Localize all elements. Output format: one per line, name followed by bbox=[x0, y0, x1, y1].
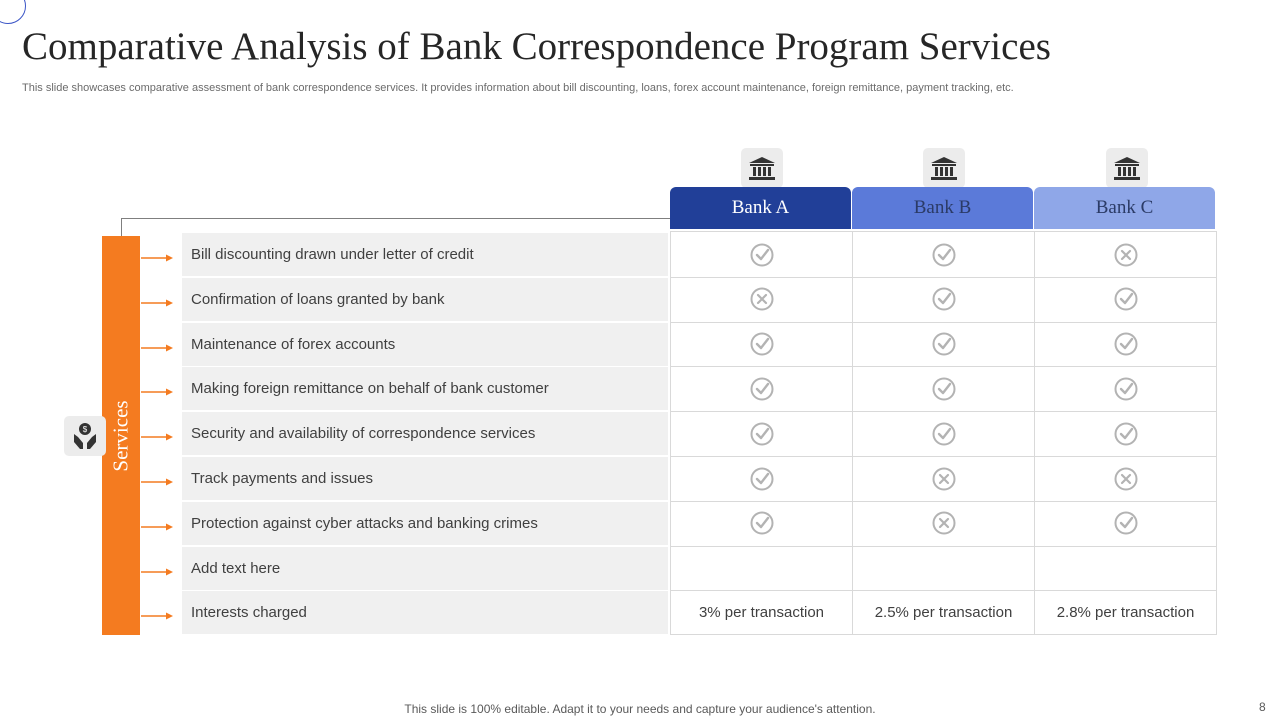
check-icon bbox=[671, 412, 852, 455]
empty-cell bbox=[671, 547, 852, 590]
check-icon bbox=[671, 502, 852, 545]
bank-icon bbox=[741, 148, 783, 188]
check-icon bbox=[1035, 323, 1216, 366]
check-icon bbox=[1035, 367, 1216, 410]
bank-icon bbox=[1106, 148, 1148, 188]
service-label-text: Track payments and issues bbox=[191, 470, 374, 487]
service-label-text: Add text here bbox=[191, 559, 281, 577]
service-row-label bbox=[182, 502, 668, 545]
service-label-text: Security and availability of correspondence services bbox=[191, 425, 536, 443]
check-icon bbox=[671, 323, 852, 366]
empty-cell bbox=[1035, 547, 1216, 590]
service-row-label bbox=[182, 278, 668, 321]
bank-icon bbox=[923, 148, 965, 188]
service-row-label bbox=[182, 367, 668, 410]
corner-decoration bbox=[0, 0, 26, 24]
check-icon bbox=[1035, 412, 1216, 455]
service-row-label bbox=[182, 412, 668, 455]
check-icon bbox=[671, 457, 852, 500]
interest-value: 3% per transaction bbox=[698, 604, 825, 622]
interest-value: 2.5% per transaction bbox=[874, 604, 1013, 622]
check-icon bbox=[853, 278, 1034, 321]
service-label-text: Making foreign remittance on behalf of bank customer bbox=[191, 380, 549, 398]
interest-value: 2.8% per transaction bbox=[1056, 604, 1195, 622]
empty-cell bbox=[853, 547, 1034, 590]
cross-icon bbox=[671, 278, 852, 321]
bank-header: Bank C bbox=[1034, 187, 1215, 229]
footer-note: This slide is 100% editable. Adapt it to your needs and capture your audience's attention. bbox=[404, 702, 876, 716]
check-icon bbox=[1035, 502, 1216, 545]
arrow-icon bbox=[141, 340, 173, 350]
service-label-text: Confirmation of loans granted by bank bbox=[191, 290, 445, 308]
service-row-label bbox=[182, 233, 668, 276]
arrow-icon bbox=[141, 384, 173, 394]
service-label-text: Bill discounting drawn under letter of credit bbox=[191, 246, 474, 263]
slide-title: Comparative Analysis of Bank Correspondence Program Services bbox=[22, 25, 1051, 68]
check-icon bbox=[1035, 278, 1216, 321]
service-label-text: Protection against cyber attacks and banking crimes bbox=[191, 514, 538, 532]
hands-money-icon bbox=[64, 416, 106, 456]
bank-header: Bank B bbox=[852, 187, 1033, 229]
check-icon bbox=[853, 367, 1034, 410]
service-row-label bbox=[182, 457, 668, 500]
check-icon bbox=[853, 323, 1034, 366]
arrow-icon bbox=[141, 474, 173, 484]
check-icon bbox=[853, 412, 1034, 455]
cross-icon bbox=[1035, 233, 1216, 276]
check-icon bbox=[671, 233, 852, 276]
slide-subtitle: This slide showcases comparative assessment of bank correspondence services. It provides information about bill discounting, loans, forex account maintenance, foreign remittance, payment tracking, etc. bbox=[22, 82, 1014, 94]
cross-icon bbox=[853, 457, 1034, 500]
svg-text:$: $ bbox=[82, 425, 88, 434]
service-label-text: Interests charged bbox=[191, 604, 307, 622]
page-number: 8 bbox=[1259, 700, 1266, 714]
bank-header: Bank A bbox=[670, 187, 851, 229]
arrow-icon bbox=[141, 564, 173, 574]
arrow-icon bbox=[141, 295, 173, 305]
cross-icon bbox=[853, 502, 1034, 545]
service-label-text: Maintenance of forex accounts bbox=[191, 335, 396, 353]
arrow-icon bbox=[141, 250, 173, 260]
service-row-label bbox=[182, 323, 668, 366]
check-icon bbox=[853, 233, 1034, 276]
service-row-label bbox=[182, 591, 668, 634]
service-row-label bbox=[182, 547, 668, 590]
cross-icon bbox=[1035, 457, 1216, 500]
arrow-icon bbox=[141, 608, 173, 618]
arrow-icon bbox=[141, 429, 173, 439]
services-label: Services bbox=[108, 400, 133, 472]
arrow-icon bbox=[141, 519, 173, 529]
check-icon bbox=[671, 367, 852, 410]
